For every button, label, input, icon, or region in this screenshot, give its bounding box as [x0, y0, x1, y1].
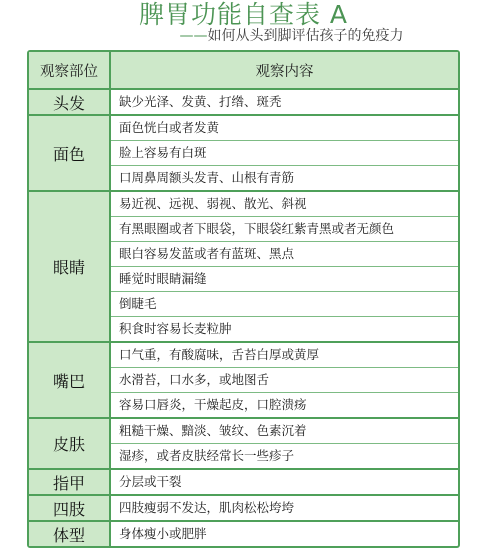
- table-row: 倒睫毛: [111, 292, 458, 317]
- table-group: [29, 90, 458, 116]
- table-group: [29, 192, 458, 343]
- category-cell: 四肢: [29, 496, 111, 520]
- table-group: [29, 522, 458, 546]
- item-list: [111, 192, 458, 341]
- table-group: [29, 470, 458, 496]
- category-cell: 嘴巴: [29, 343, 111, 417]
- table-row: 身体瘦小或肥胖: [119, 526, 207, 541]
- category-cell: 体型: [29, 522, 111, 546]
- category-cell: 面色: [29, 116, 111, 190]
- subtitle-dash: ——: [179, 28, 208, 44]
- table-row: 缺少光泽、发黄、打绺、斑秃: [119, 94, 282, 109]
- header-category: 观察部位: [29, 52, 111, 88]
- header-content: 观察内容: [255, 63, 314, 80]
- page-title: 脾胃功能自查表 A: [138, 0, 349, 29]
- item-list: [111, 496, 458, 520]
- item-list: [111, 470, 458, 494]
- table-row: 湿疹，或者皮肤经常长一些疹子: [119, 448, 295, 463]
- item-list: [111, 116, 458, 190]
- table-row: 有黑眼圈或者下眼袋，下眼袋红紫青黑或者无颜色: [111, 217, 458, 242]
- table-row: 脸上容易有白斑: [111, 141, 458, 166]
- table-group: [29, 496, 458, 522]
- item-list: [111, 522, 458, 546]
- table-row: 口气重，有酸腐味，舌苔白厚或黄厚: [111, 343, 458, 368]
- page-subtitle: [0, 27, 487, 45]
- item-list: [111, 343, 458, 417]
- table-group: [29, 419, 458, 470]
- table-group: [29, 343, 458, 419]
- table-row: 眼白容易发蓝或者有蓝斑、黑点: [111, 242, 458, 267]
- table-header: [29, 52, 458, 90]
- table-row: 口周鼻周额头发青、山根有青筋: [119, 170, 295, 185]
- category-cell: 眼睛: [29, 192, 111, 341]
- table-row: 分层或干裂: [119, 474, 182, 489]
- category-cell: 皮肤: [29, 419, 111, 468]
- table-group: [29, 116, 458, 192]
- category-cell: 头发: [29, 90, 111, 114]
- item-list: [111, 90, 458, 114]
- table-row: 易近视、远视、弱视、散光、斜视: [111, 192, 458, 217]
- checklist-table: [27, 50, 460, 548]
- table-row: 粗糙干燥、黯淡、皱纹、色素沉着: [111, 419, 458, 444]
- table-body: [29, 90, 458, 546]
- subtitle-text: 如何从头到脚评估孩子的免疫力: [207, 28, 404, 44]
- table-row: 积食时容易长麦粒肿: [119, 321, 232, 336]
- table-row: 睡觉时眼睛漏缝: [111, 267, 458, 292]
- item-list: [111, 419, 458, 468]
- table-row: 面色恍白或者发黄: [111, 116, 458, 141]
- category-cell: 指甲: [29, 470, 111, 494]
- table-row: 四肢瘦弱不发达，肌肉松松垮垮: [119, 500, 295, 515]
- table-row: 容易口唇炎，干燥起皮，口腔溃疡: [119, 397, 307, 412]
- table-row: 水滑苔，口水多，或地图舌: [111, 368, 458, 393]
